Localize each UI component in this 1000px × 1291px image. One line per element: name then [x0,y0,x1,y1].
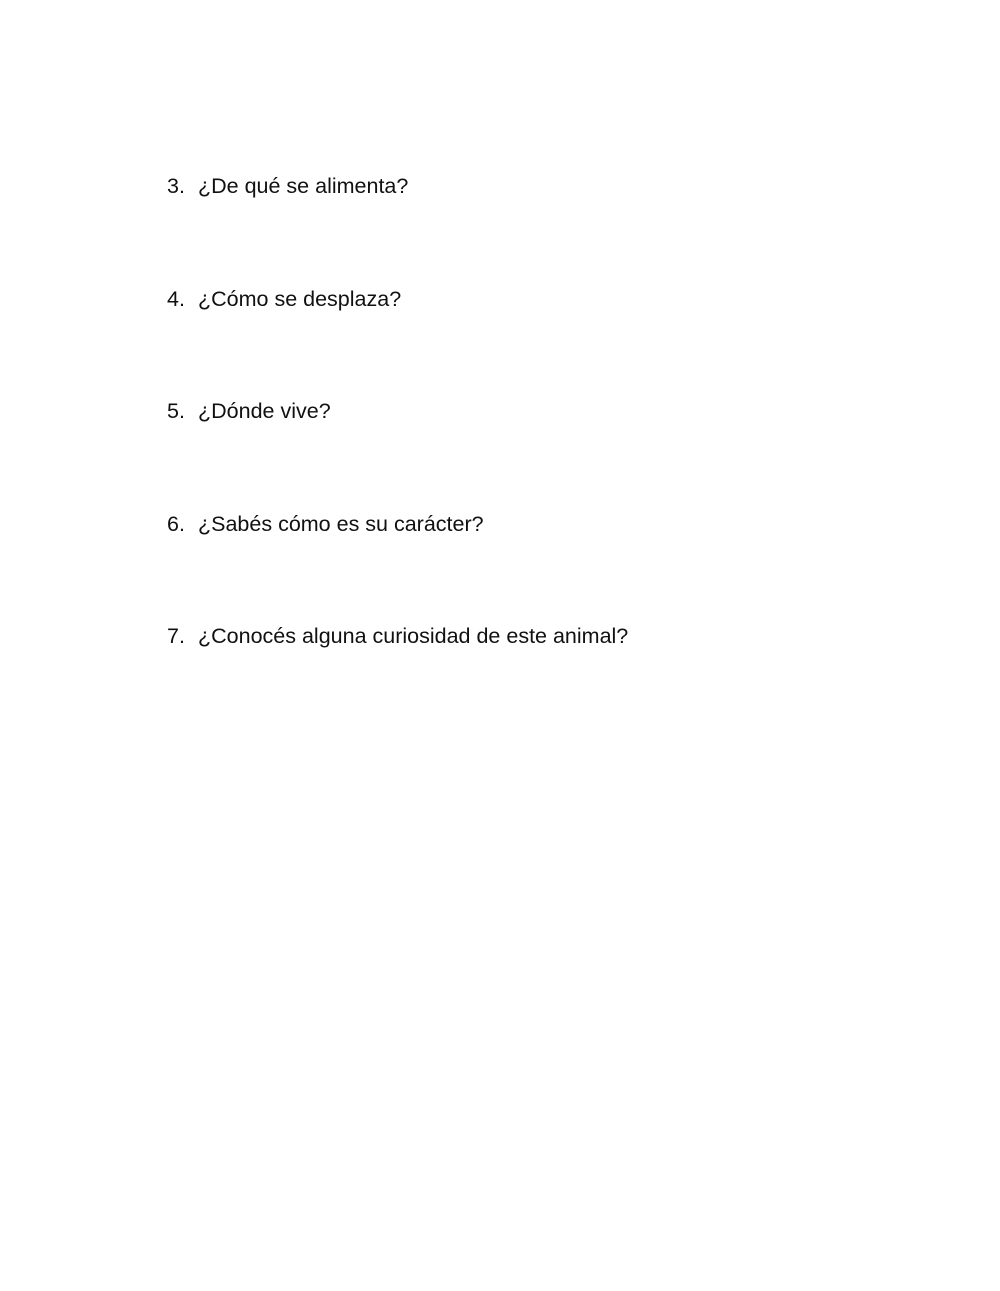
question-list [167,171,628,734]
question-item [167,171,628,284]
question-text: ¿Conocés alguna curiosidad de este animal? [198,624,629,648]
question-text: ¿Dónde vive? [198,399,331,423]
question-number: 3. [167,174,185,198]
question-number: 5. [167,399,185,423]
question-text: ¿De qué se alimenta? [198,174,409,198]
question-item [167,621,628,734]
question-item [167,284,628,397]
question-text: ¿Cómo se desplaza? [198,286,402,311]
question-number: 4. [167,286,185,311]
question-item [167,396,628,509]
question-number: 7. [167,624,185,648]
question-number: 6. [167,511,185,536]
question-item [167,509,628,622]
question-text: ¿Sabés cómo es su carácter? [198,511,484,536]
